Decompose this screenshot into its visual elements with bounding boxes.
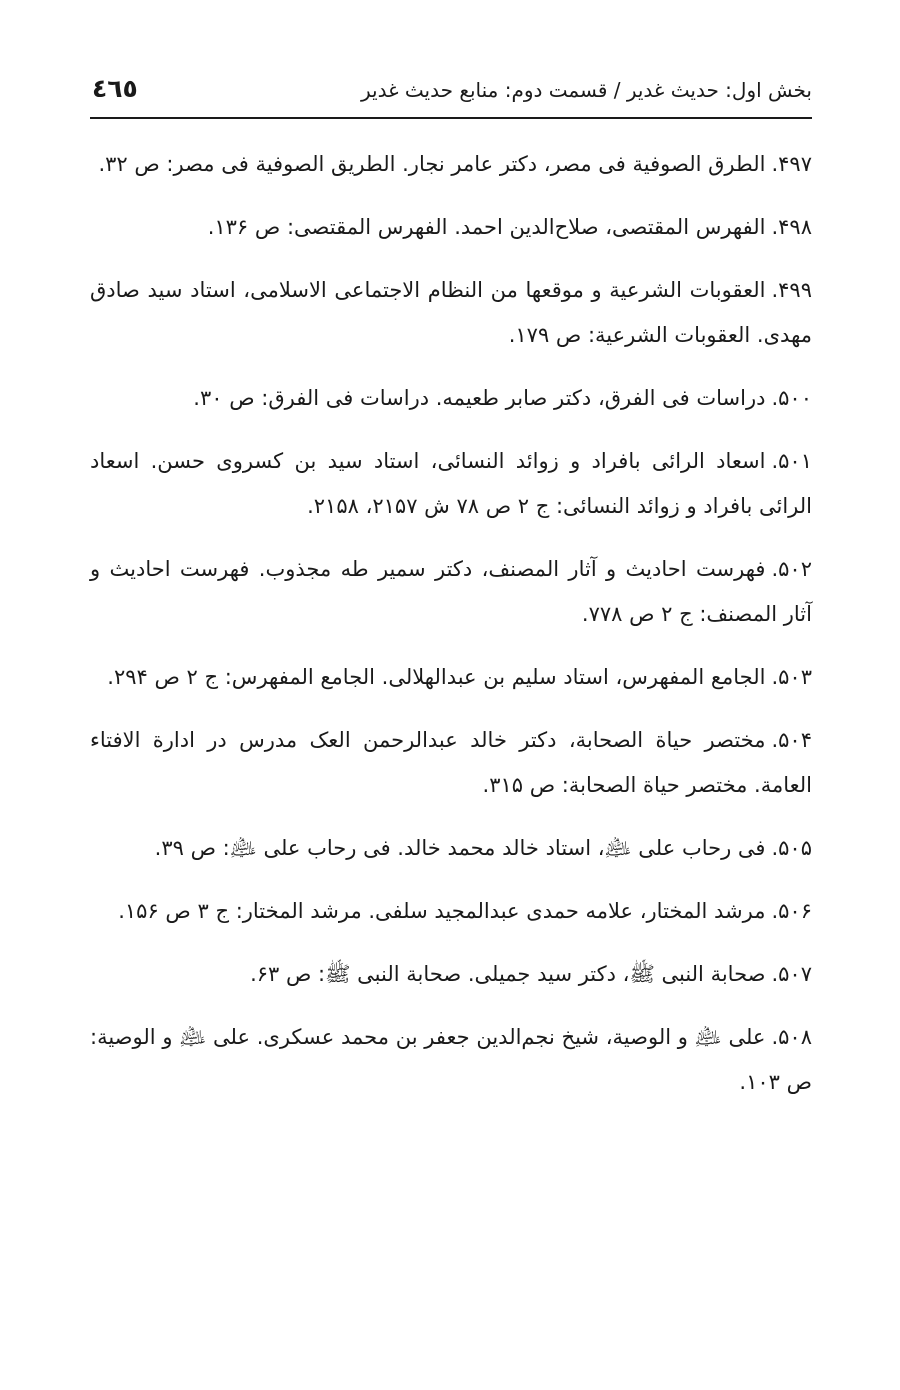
reference-entry-502 (90, 547, 812, 637)
entry-text: فهرست احادیث و آثار المصنف، دکتر سمیر طه مجذوب. فهرست احادیث و آثار المصنف: ج ۲ ص ۷۷۸. (90, 557, 812, 626)
reference-list (90, 142, 812, 1123)
entry-text: صحابة النبی ﷺ، دکتر سید جمیلی. صحابة النبی ﷺ: ص ۶۳. (250, 962, 766, 986)
reference-entry-500 (90, 376, 812, 421)
entry-text: الطرق الصوفية فی مصر، دکتر عامر نجار. الطریق الصوفیة فی مصر: ص ۳۲. (98, 152, 766, 176)
reference-entry-506 (90, 889, 812, 934)
entry-text: علی ﵇ و الوصیة، شیخ نجم‌الدین جعفر بن محمد عسکری. علی ﵇ و الوصیة: ص ۱۰۳. (90, 1025, 812, 1094)
reference-entry-498 (90, 205, 812, 250)
reference-entry-499 (90, 268, 812, 358)
reference-entry-497 (90, 142, 812, 187)
entry-text: اسعاد الرائی بافراد و زوائد النسائی، استاد سید بن کسروی حسن. اسعاد الرائی بافراد و زوائد النسائی: ج ۲ ص ۷۸ ش ۲۱۵۷، ۲۱۵۸. (90, 449, 812, 518)
entry-text: الفهرس المقتصی، صلاح‌الدین احمد. الفهرس المقتصی: ص ۱۳۶. (207, 215, 766, 239)
entry-number: ۴۹۹. (771, 278, 812, 302)
reference-entry-504 (90, 718, 812, 808)
entry-number: ۵۰۰. (771, 386, 812, 410)
entry-number: ۵۰۴. (771, 728, 812, 752)
reference-entry-503 (90, 655, 812, 700)
entry-text: فی رحاب علی ﵇، استاد خالد محمد خالد. فی رحاب علی ﵇: ص ۳۹. (154, 836, 766, 860)
entry-text: مختصر حیاة الصحابة، دکتر خالد عبدالرحمن العک مدرس در ادارة الافتاء العامة. مختصر حیاة الصحابة: ص ۳۱۵. (90, 728, 812, 797)
reference-entry-507 (90, 952, 812, 997)
entry-text: العقوبات الشرعية و موقعها من النظام الاجتماعی الاسلامی، استاد سید صادق مهدی. العقوبات الشرعیة: ص ۱۷۹. (90, 278, 812, 347)
entry-number: ۵۰۶. (771, 899, 812, 923)
header-divider (90, 117, 812, 119)
entry-number: ۵۰۱. (771, 449, 812, 473)
reference-entry-505 (90, 826, 812, 871)
entry-number: ۵۰۸. (771, 1025, 812, 1049)
entry-number: ۵۰۲. (771, 557, 812, 581)
entry-text: مرشد المختار، علامه حمدی عبدالمجید سلفی. مرشد المختار: ج ۳ ص ۱۵۶. (118, 899, 766, 923)
header-title: بخش اول: حدیث غدیر / قسمت دوم: منابع حدیث غدیر (360, 78, 812, 102)
reference-entry-501 (90, 439, 812, 529)
entry-text: الجامع المفهرس، استاد سلیم بن عبدالهلالی. الجامع المفهرس: ج ۲ ص ۲۹۴. (107, 665, 766, 689)
running-header (90, 70, 812, 114)
entry-number: ۴۹۸. (771, 215, 812, 239)
entry-text: دراسات فی الفرق، دکتر صابر طعیمه. دراسات فی الفرق: ص ۳۰. (193, 386, 766, 410)
document-page (90, 0, 812, 1390)
entry-number: ۴۹۷. (771, 152, 812, 176)
entry-number: ۵۰۵. (771, 836, 812, 860)
page-number: ٤٦٥ (92, 74, 138, 103)
entry-number: ۵۰۷. (771, 962, 812, 986)
entry-number: ۵۰۳. (771, 665, 812, 689)
reference-entry-508 (90, 1015, 812, 1105)
